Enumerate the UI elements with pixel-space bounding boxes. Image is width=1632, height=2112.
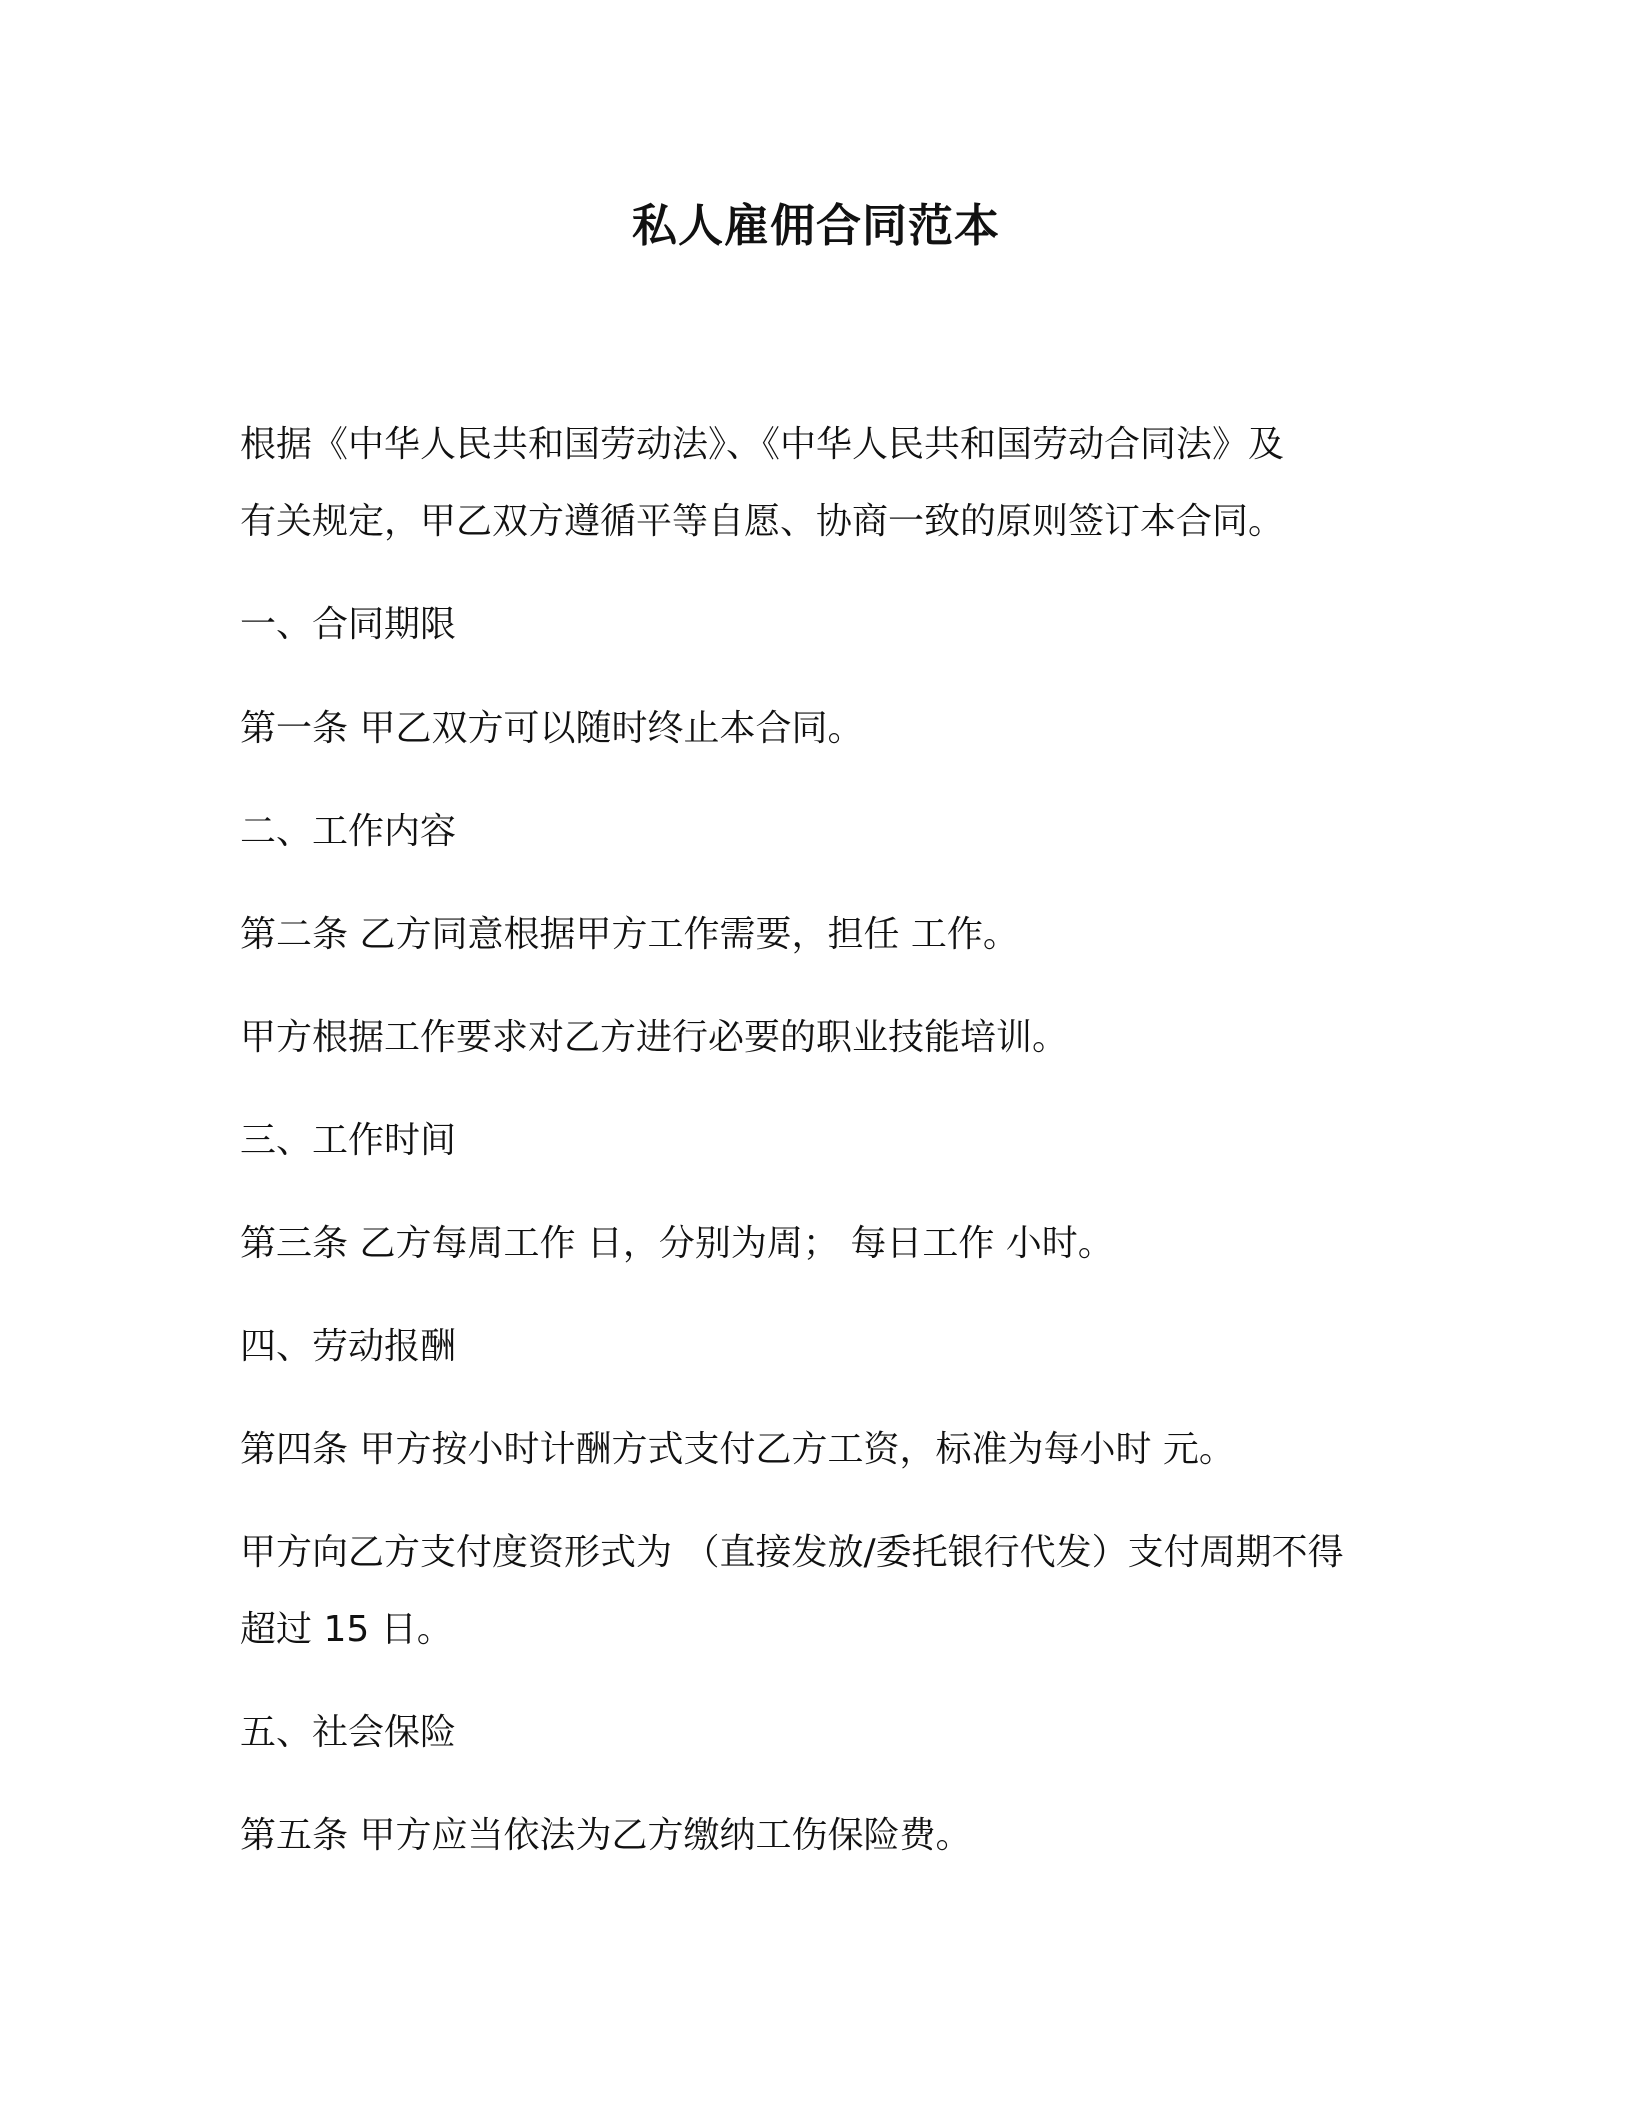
article-2: 第二条 乙方同意根据甲方工作需要，担任 工作。 — [240, 914, 1019, 955]
article-1: 第一条 甲乙双方可以随时终止本合同。 — [240, 708, 864, 749]
article-5: 第五条 甲方应当依法为乙方缴纳工伤保险费。 — [240, 1815, 972, 1856]
section-heading-term: 一、合同期限 — [240, 604, 457, 645]
article-4: 第四条 甲方按小时计酬方式支付乙方工资，标准为每小时 元。 — [240, 1429, 1235, 1470]
intro-line-2: 有关规定，甲乙双方遵循平等自愿、协商一致的原则签订本合同。 — [240, 501, 1285, 542]
intro-line-1: 根据《中华人民共和国劳动法》、《中华人民共和国劳动合同法》及 — [240, 424, 1285, 465]
section-heading-work-time: 三、工作时间 — [240, 1120, 457, 1161]
article-2-training: 甲方根据工作要求对乙方进行必要的职业技能培训。 — [240, 1017, 1069, 1058]
article-4-payment-method: 甲方向乙方支付度资形式为 （直接发放/委托银行代发）支付周期不得 — [240, 1532, 1344, 1573]
document-title: 私人雇佣合同范本 — [631, 199, 1000, 252]
section-heading-work-content: 二、工作内容 — [240, 811, 457, 852]
article-3: 第三条 乙方每周工作 日，分别为周； 每日工作 小时。 — [240, 1223, 1114, 1264]
section-heading-remuneration: 四、劳动报酬 — [240, 1326, 457, 1367]
section-heading-insurance: 五、社会保险 — [240, 1712, 457, 1753]
article-4-payment-period: 超过 15 日。 — [240, 1609, 453, 1650]
